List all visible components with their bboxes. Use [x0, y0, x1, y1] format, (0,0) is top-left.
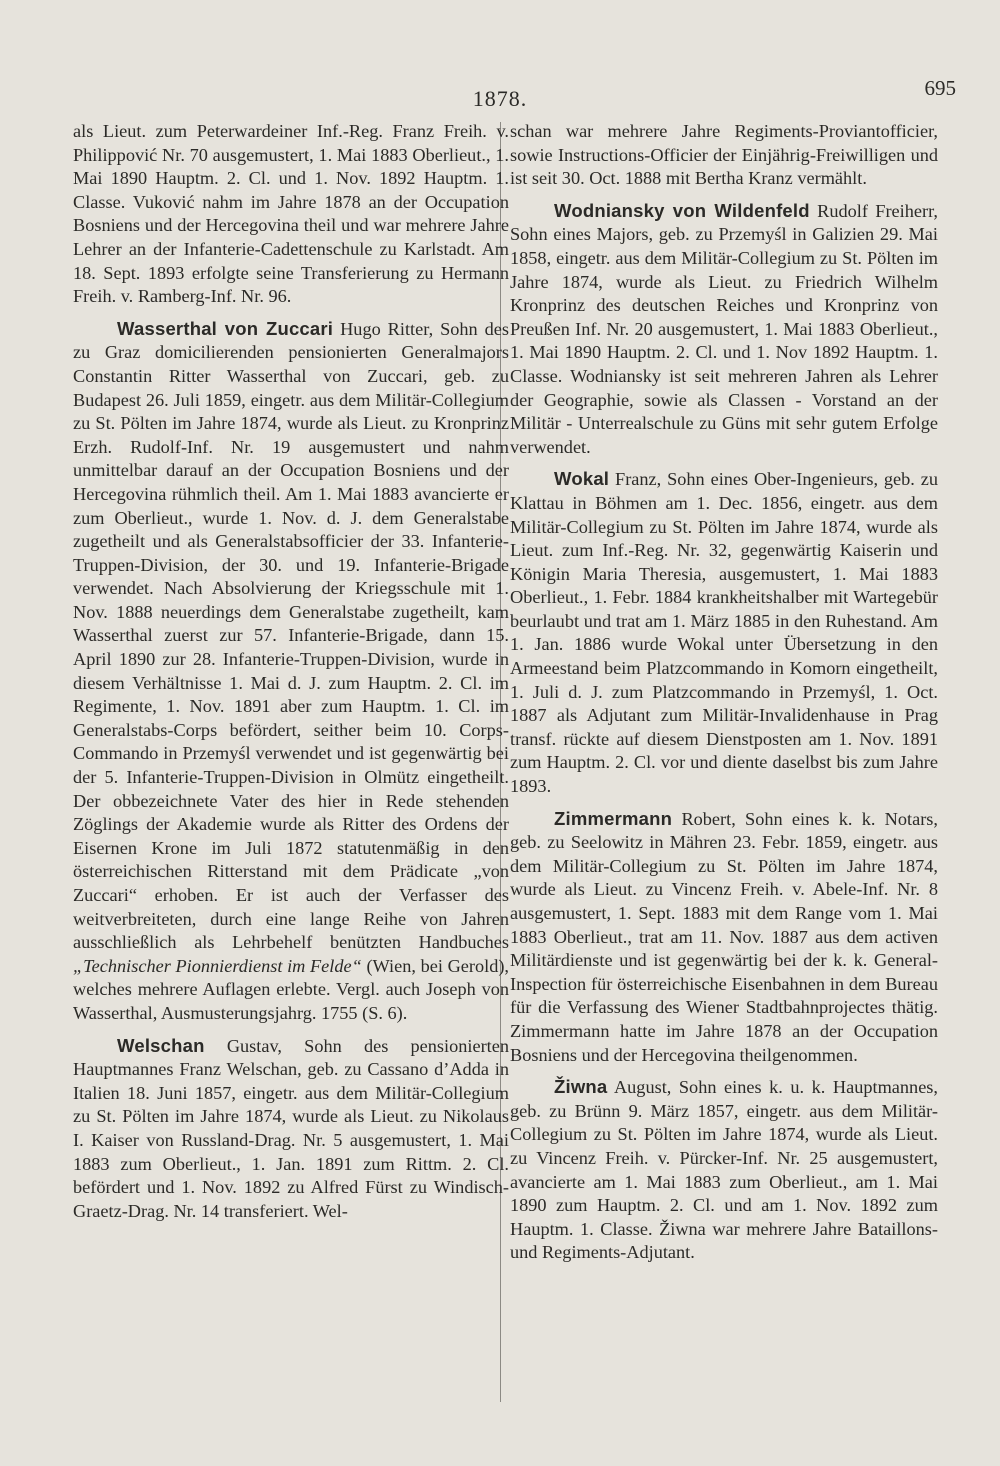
right-column: [510, 120, 938, 1273]
entry-wokal: [510, 467, 938, 798]
continued-text: als Lieut. zum Peterwardeiner Inf.-Reg. Franz Freih. v. Philippović Nr. 70 ausgemustert, 1. Mai 1883 Oberlieut., 1. Mai 1890 Hauptm. 2. Cl. und 1. Nov. 1892 Hauptm. 1. Classe. Vuković nahm im Jahre 1878 an der Occupation Bosniens und der Hercegovina theil und war mehrere Jahre Lehrer an der Infanterie-Cadettenschule zu Karlstadt. Am 18. Sept. 1893 erfolgte seine Transferierung zu Hermann Freih. v. Ramberg-Inf. Nr. 96.: [73, 121, 509, 307]
entry-text: [510, 807, 938, 1068]
entry-wasserthal: [73, 317, 509, 1026]
entry-name: Wasserthal von Zuccari: [117, 317, 334, 339]
continued-entry: [510, 120, 938, 191]
entry-body: Robert, Sohn eines k. k. Notars, geb. zu Seelowitz in Mähren 23. Febr. 1859, eingetr. aus dem Militär-Collegium zu St. Pölten im Jahre 1874, wurde als Lieut. zu Vincenz Freih. v. Abele-Inf. Nr. 8 ausgemustert, 1. Sept. 1883 mit dem Range vom 1. Mai 1883 Oberlieut., trat am 11. Nov. 1887 aus dem activen Militärdienste und ist gegenwärtig bei der k. k. General-Inspection für österreichische Eisenbahnen in dem Bureau für die Verfassung des Wiener Stadtbahnprojectes thätig. Zimmermann hatte im Jahre 1878 an der Occupation Bosniens und der Hercegovina theilgenommen.: [510, 808, 938, 1065]
header-year: 1878.: [472, 86, 528, 111]
entry-body: Gustav, Sohn des pensionierten Hauptmannes Franz Welschan, geb. zu Cassano d’Adda in Italien 18. Juni 1857, eingetr. aus dem Militär-Collegium zu St. Pölten im Jahre 1874, wurde als Lieut. zu Nikolaus I. Kaiser von Russland-Drag. Nr. 5 ausgemustert, 1. Mai 1883 zum Oberlieut., 1. Jan. 1891 zum Rittm. 2. Cl. befördert und 1. Nov. 1892 zu Alfred Fürst zu Windisch-Graetz-Drag. Nr. 14 transferiert. Wel-: [73, 1035, 509, 1221]
entry-text: [510, 199, 938, 460]
entry-text: [73, 317, 509, 1026]
entry-body: August, Sohn eines k. u. k. Hauptmannes, geb. zu Brünn 9. März 1857, eingetr. aus dem Militär-Collegium zu St. Pölten im Jahre 1874, wurde als Lieut. zu Vincenz Freih. v. Pürcker-Inf. Nr. 25 ausgemustert, avancierte am 1. Mai 1883 zum Oberlieut., am 1. Mai 1890 zum Hauptm. 2. Cl. und am 1. Nov. 1892 zum Hauptm. 1. Classe. Žiwna war mehrere Jahre Bataillons- und Regiments-Adjutant.: [510, 1077, 938, 1263]
entry-name: Wokal: [554, 468, 610, 490]
page-number: 695: [924, 76, 956, 100]
continued-entry: [73, 120, 509, 309]
entry-text: [510, 467, 938, 798]
entry-text: [73, 1034, 509, 1224]
entry-body: Hugo Ritter, Sohn des zu Graz domicilierenden pensionierten Generalmajors Constantin Ritter Wasserthal von Zuccari, geb. zu Budapest 26. Juli 1859, eingetr. aus dem Militär-Collegium zu St. Pölten im Jahre 1874, wurde als Lieut. zu Kronprinz Erzh. Rudolf-Inf. Nr. 19 ausgemustert und nahm unmittelbar darauf an der Occupation Bosniens und der Hercegovina rühmlich theil. Am 1. Mai 1883 avancierte er zum Oberlieut., wurde 1. Nov. d. J. dem Generalstabe zugetheilt und als Generalstabsofficier der 33. Infanterie-Truppen-Division, der 30. und 19. Infanterie-Brigade verwendet. Nach Absolvierung der Kriegsschule mit 1. Nov. 1888 neuerdings dem Generalstabe zugetheilt, kam Wasserthal zuerst zur 57. Infanterie-Brigade, dann 15. April 1890 zur 28. Infanterie-Truppen-Division, wurde in diesem Verhältnisse 1. Mai d. J. zum Hauptm. 2. Cl. im Regimente, 1. Nov. 1891 aber zum Hauptm. 1. Cl. im Generalstabs-Corps befördert, seither beim 10. Corps-Commando in Przemyśl verwendet und ist gegenwärtig bei der 5. Infanterie-Truppen-Division in Olmütz eingetheilt. Der obbezeichnete Vater des hier in Rede stehenden Zöglings der Akademie wurde als Ritter des Ordens der Eisernen Krone im Juli 1872 statutenmäßig in den österreichischen Ritterstand mit dem Prädicate „von Zuccari“ erhoben. Er ist auch der Verfasser des weitverbreiteten, durch eine lange Reihe von Jahren ausschließlich als Lehrbehelf benützten Handbuches: [73, 318, 509, 953]
entry-name: Žiwna: [554, 1076, 608, 1098]
entry-ziwna: [510, 1075, 938, 1265]
continued-text: schan war mehrere Jahre Regiments-Proviantofficier, sowie Instructions-Officier der Einjährig-Freiwilligen und ist seit 30. Oct. 1888 mit Bertha Kranz vermählt.: [510, 121, 938, 189]
entry-text: [510, 1075, 938, 1265]
entry-wodniansky: [510, 199, 938, 460]
entry-name: Zimmermann: [554, 807, 673, 829]
entry-zimmermann: [510, 807, 938, 1068]
book-title: „Technischer Pionnierdienst im Felde“: [73, 955, 362, 976]
left-column: [73, 120, 509, 1231]
entry-body-end: (Wien, bei Gerold), welches mehrere Auflagen erlebte. Vergl. auch Joseph von Wasserthal, Ausmusterungsjahrg. 1755 (S. 6).: [73, 955, 509, 1023]
entry-body: Rudolf Freiherr, Sohn eines Majors, geb. zu Przemyśl in Galizien 29. Mai 1858, eingetr. aus dem Militär-Collegium zu St. Pölten im Jahre 1874, wurde als Lieut. zu Friedrich Wilhelm Kronprinz des deutschen Reiches und Kronprinz von Preußen Inf. Nr. 20 ausgemustert, 1. Mai 1883 Oberlieut., 1. Mai 1890 Hauptm. 2. Cl. und 1. Nov 1892 Hauptm. 1. Classe. Wodniansky ist seit mehreren Jahren als Lehrer der Geographie, sowie als Classen - Vorstand an der Militär - Unterrealschule zu Güns mit sehr gutem Erfolge verwendet.: [510, 200, 939, 457]
entry-name: Wodniansky von Wildenfeld: [554, 199, 810, 221]
entry-body: Franz, Sohn eines Ober-Ingenieurs, geb. zu Klattau in Böhmen am 1. Dec. 1856, eingetr. aus dem Militär-Collegium zu St. Pölten im Jahre 1874, wurde als Lieut. zum Inf.-Reg. Nr. 32, gegenwärtig Kaiserin und Königin Maria Theresia, ausgemustert, 1. Mai 1883 Oberlieut., 1. Febr. 1884 krankheitshalber mit Wartegebür beurlaubt und trat am 1. März 1885 in den Ruhestand. Am 1. Jan. 1886 wurde Wokal unter Übersetzung in den Armeestand beim Platzcommando in Komorn eingetheilt, 1. Juli d. J. zum Platzcommando in Przemyśl, 1. Oct. 1887 als Adjutant zum Militär-Invalidenhause in Prag transf. rückte auf diesem Dienstposten am 1. Nov. 1891 zum Hauptm. 2. Cl. vor und diente daselbst bis zum Jahre 1893.: [510, 469, 938, 797]
entry-welschan: [73, 1034, 509, 1224]
entry-name: Welschan: [117, 1034, 205, 1056]
